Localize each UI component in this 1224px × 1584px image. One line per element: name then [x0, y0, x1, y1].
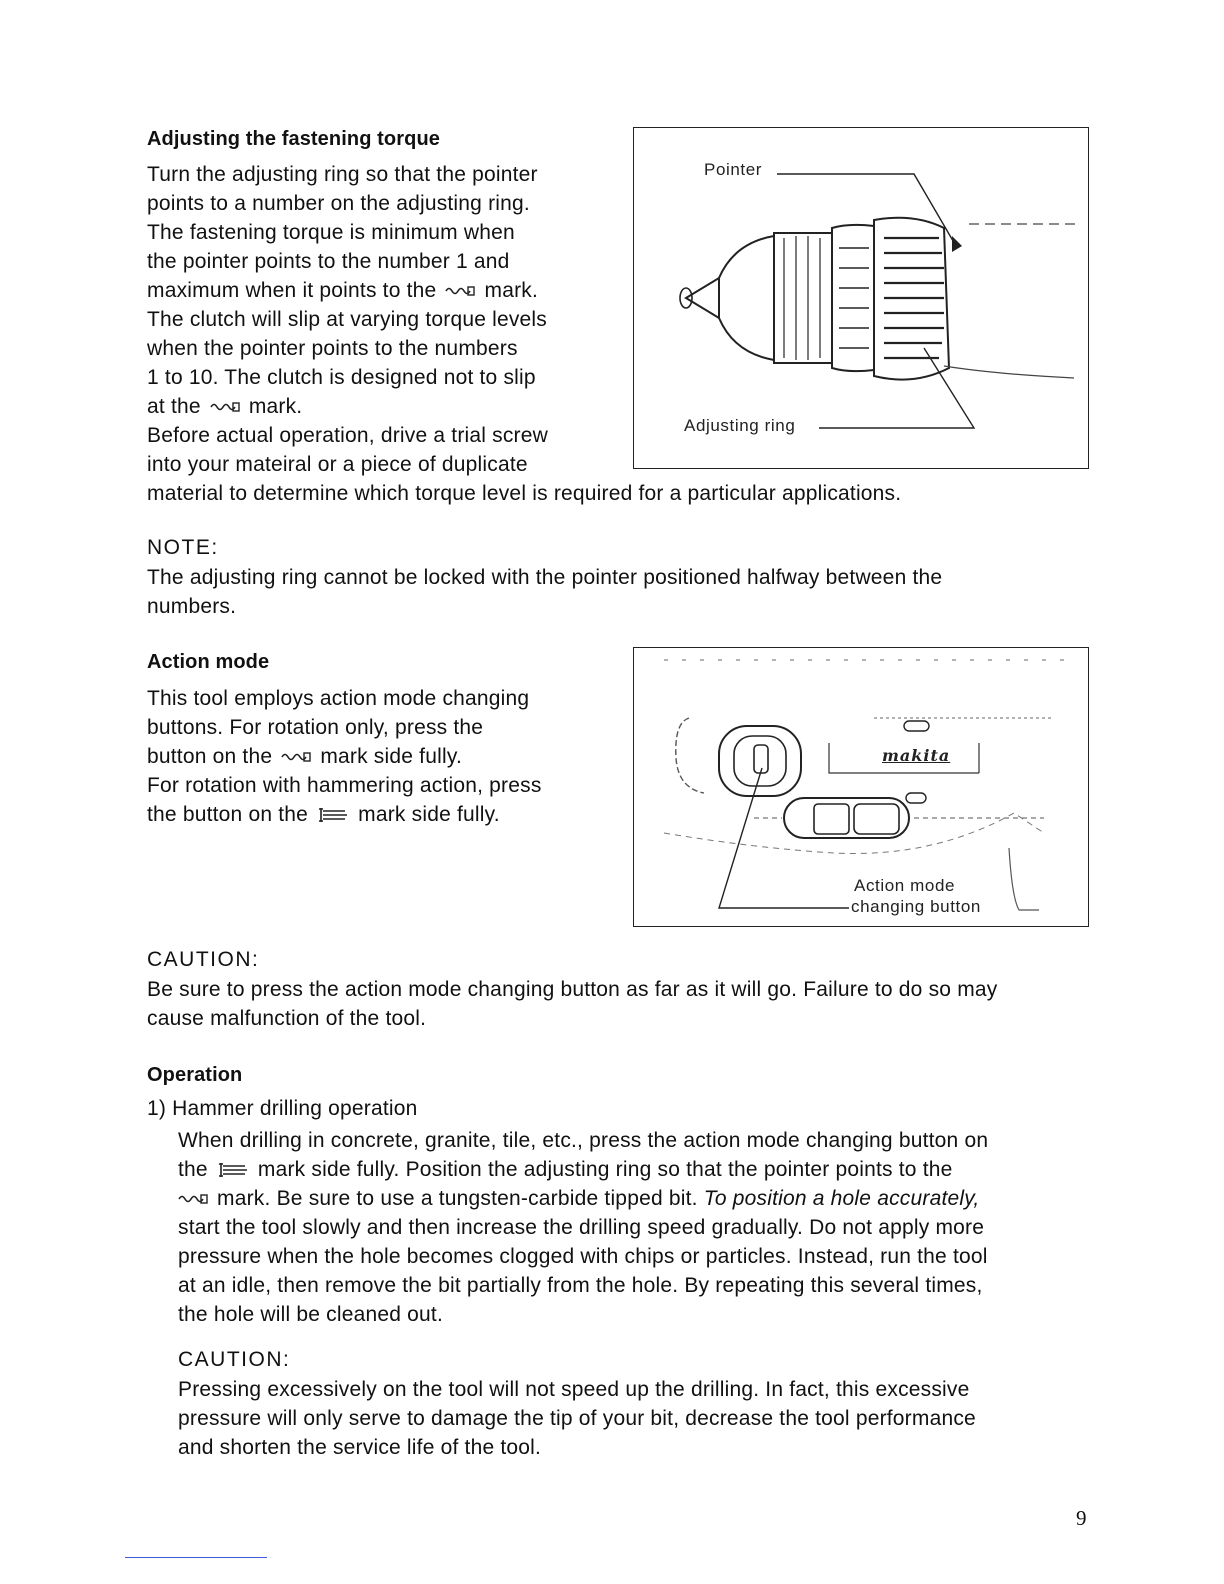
- text-line: Before actual operation, drive a trial screw: [147, 424, 548, 447]
- text-fragment: mark side fully.: [358, 803, 500, 826]
- figure-adjusting-ring: [633, 127, 1089, 469]
- text-line: at an idle, then remove the bit partially from the hole. By repeating this several times,: [178, 1274, 983, 1297]
- changing-button-label: changing button: [851, 897, 981, 916]
- text-fragment: mark side fully. Position the adjusting ring so that the pointer points to the: [257, 1158, 953, 1181]
- text-line: start the tool slowly and then increase the drilling speed gradually. Do not apply more: [178, 1216, 985, 1239]
- text-line: when the pointer points to the numbers: [147, 337, 518, 360]
- text-fragment: maximum when it points to the: [147, 279, 437, 302]
- action-mode-label: Action mode: [854, 876, 956, 895]
- pointer-label: Pointer: [704, 160, 763, 179]
- makita-logo: makita: [882, 746, 951, 765]
- drill-only-mark-icon: [281, 750, 311, 764]
- page-number: 9: [1076, 1506, 1087, 1530]
- text-line: [147, 276, 538, 305]
- hammer-drill-mark-icon: [217, 1161, 249, 1179]
- caution-line: Pressing excessively on the tool will not speed up the drilling. In fact, this excessive: [178, 1378, 970, 1401]
- text-fragment: at the: [147, 395, 201, 418]
- drill-only-mark-icon: [178, 1192, 208, 1206]
- hammer-drill-mark-icon: [317, 806, 349, 824]
- text-fragment: mark side fully.: [320, 745, 462, 768]
- text-line: the pointer points to the number 1 and: [147, 250, 510, 273]
- caution-title: CAUTION:: [147, 948, 260, 971]
- text-fragment: the: [178, 1158, 208, 1181]
- text-line: The fastening torque is minimum when: [147, 221, 515, 244]
- text-line: When drilling in concrete, granite, tile, etc., press the action mode changing button on: [178, 1129, 989, 1152]
- text-line: [147, 800, 500, 829]
- section-heading-operation: Operation: [147, 1064, 243, 1086]
- drill-only-mark-icon: [445, 284, 475, 298]
- text-fragment: mark.: [484, 279, 539, 302]
- text-fragment: mark.: [248, 395, 303, 418]
- text-line: For rotation with hammering action, press: [147, 774, 542, 797]
- text-line: The clutch will slip at varying torque levels: [147, 308, 548, 331]
- text-line: [178, 1155, 952, 1184]
- text-line: 1 to 10. The clutch is designed not to slip: [147, 366, 536, 389]
- note-line: The adjusting ring cannot be locked with the pointer positioned halfway between the: [147, 566, 943, 589]
- text-line: into your mateiral or a piece of duplicate: [147, 453, 528, 476]
- section-heading-torque: Adjusting the fastening torque: [147, 128, 440, 150]
- list-item: 1) Hammer drilling operation: [147, 1097, 418, 1120]
- note-title: NOTE:: [147, 536, 219, 559]
- text-line: the hole will be cleaned out.: [178, 1303, 443, 1326]
- text-fragment: mark. Be sure to use a tungsten-carbide tipped bit.: [217, 1187, 698, 1210]
- text-line: [147, 742, 462, 771]
- drill-only-mark-icon: [210, 400, 240, 414]
- caution-line: and shorten the service life of the tool.: [178, 1436, 542, 1459]
- caution-line: pressure will only serve to damage the tip of your bit, decrease the tool performance: [178, 1407, 976, 1430]
- adjusting-ring-label: Adjusting ring: [684, 416, 796, 435]
- text-fragment: the button on the: [147, 803, 309, 826]
- text-line: material to determine which torque level is required for a particular applications.: [147, 482, 902, 505]
- divider: [125, 1557, 267, 1558]
- section-heading-action-mode: Action mode: [147, 651, 270, 673]
- caution-line: cause malfunction of the tool.: [147, 1007, 427, 1030]
- text-line: buttons. For rotation only, press the: [147, 716, 484, 739]
- text-line: Turn the adjusting ring so that the pointer: [147, 163, 538, 186]
- text-line: [178, 1184, 979, 1213]
- figure-action-mode-button: [633, 647, 1089, 927]
- caution-title: CAUTION:: [178, 1348, 291, 1371]
- text-line: points to a number on the adjusting ring.: [147, 192, 530, 215]
- text-line: pressure when the hole becomes clogged with chips or particles. Instead, run the tool: [178, 1245, 988, 1268]
- text-line: [147, 392, 302, 421]
- text-fragment: button on the: [147, 745, 273, 768]
- text-line: This tool employs action mode changing: [147, 687, 530, 710]
- caution-line: Be sure to press the action mode changing button as far as it will go. Failure to do so may: [147, 978, 998, 1001]
- text-fragment: To position a hole accurately,: [703, 1187, 980, 1210]
- note-line: numbers.: [147, 595, 237, 618]
